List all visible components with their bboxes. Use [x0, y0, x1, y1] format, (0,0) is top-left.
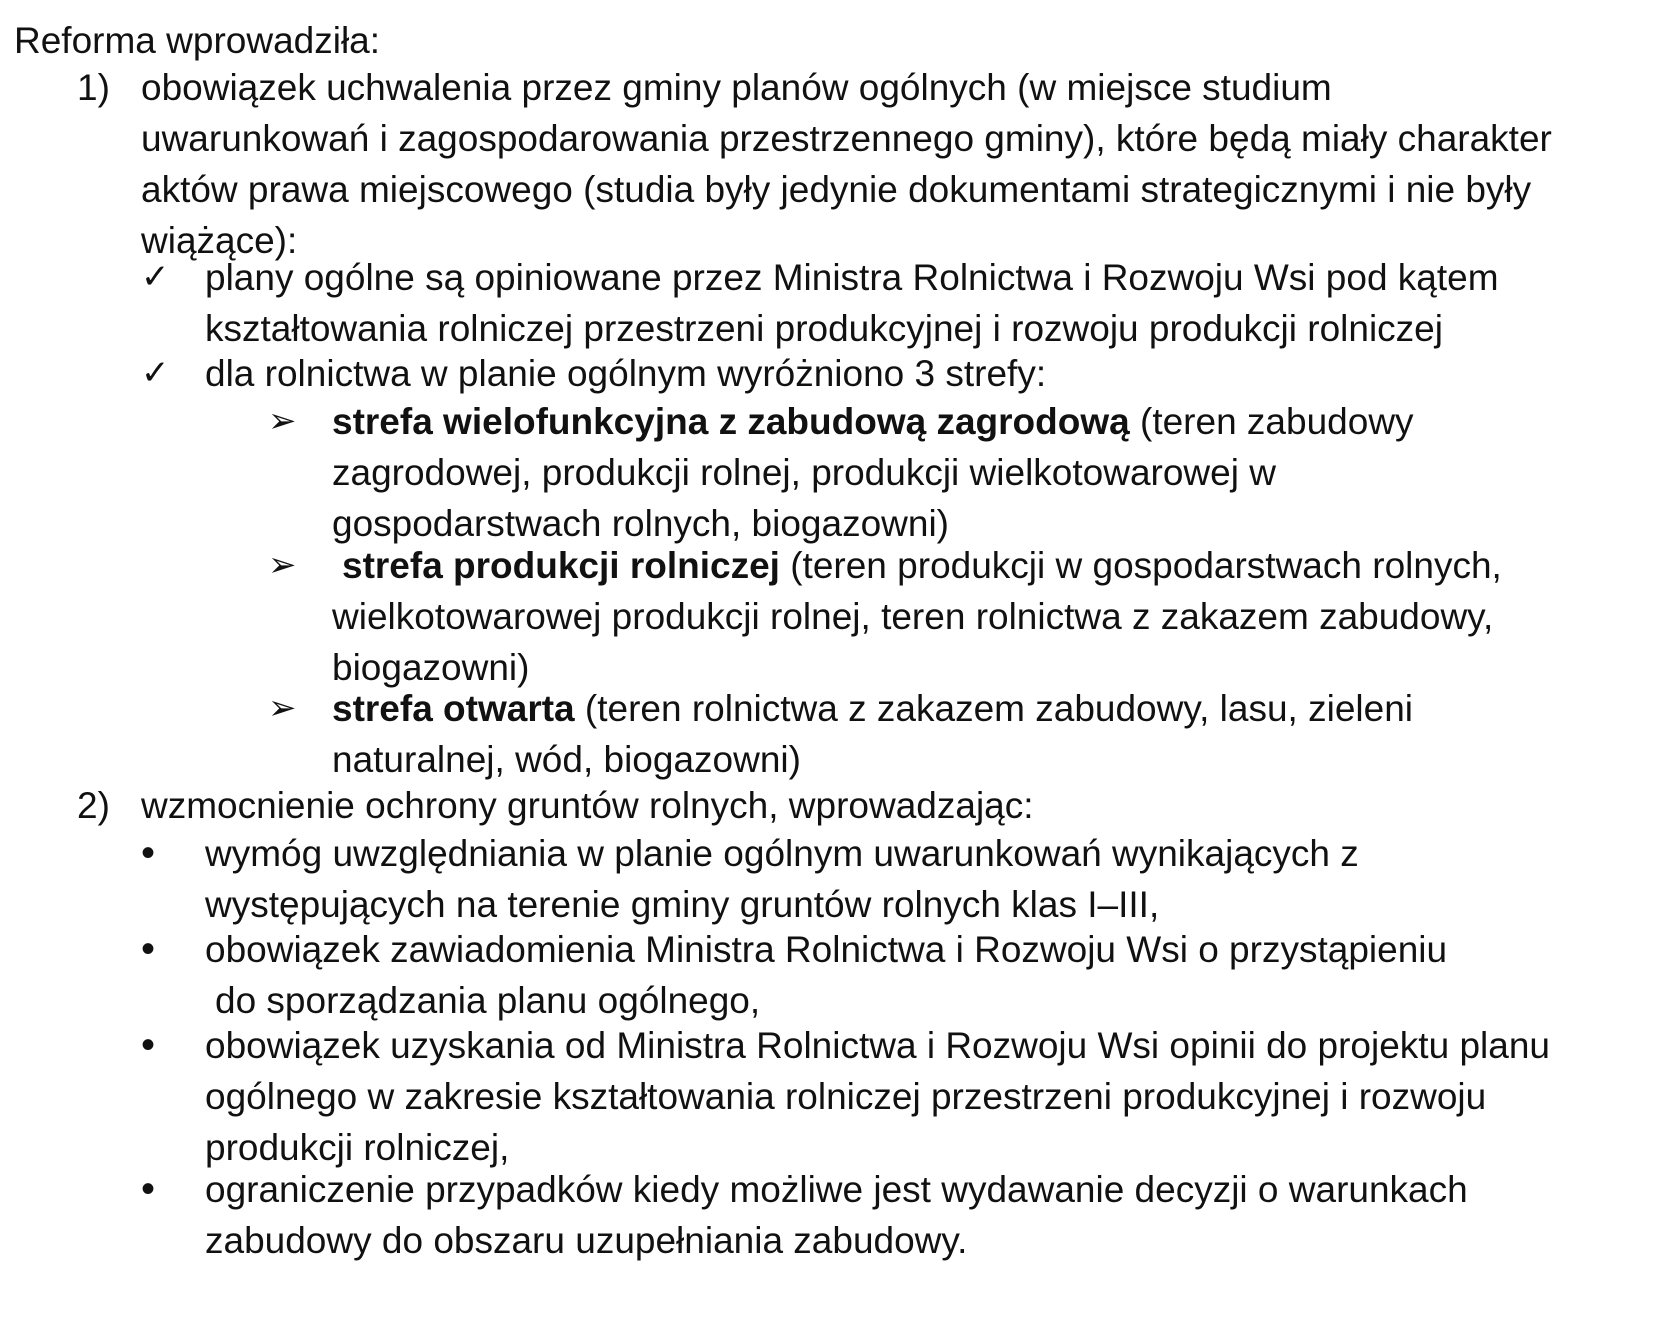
zone-name: strefa wielofunkcyjna z zabudową zagrodową	[332, 401, 1130, 442]
text-line: zabudowy do obszaru uzupełniania zabudowy.	[205, 1220, 968, 1261]
item-text	[141, 780, 1621, 831]
text-line: do sporządzania planu ogólnego,	[215, 980, 761, 1021]
text-line: dla rolnictwa w planie ogólnym wyróżniono 3 strefy:	[205, 353, 1047, 394]
arrow-bullet-icon: ➢	[268, 689, 297, 727]
text-line: wymóg uwzględniania w planie ogólnym uwarunkowań wynikających z	[205, 833, 1359, 874]
text-line	[332, 540, 1632, 591]
intro-heading: Reforma wprowadziła:	[14, 20, 381, 61]
zone-description: (teren rolnictwa z zakazem zabudowy, lasu, zieleni	[574, 688, 1413, 729]
text-line	[332, 683, 1632, 734]
text-line: plany ogólne są opiniowane przez Ministra Rolnictwa i Rozwoju Wsi pod kątem	[205, 257, 1499, 298]
text-line: aktów prawa miejscowego (studia były jedynie dokumentami strategicznymi i nie były	[141, 169, 1532, 210]
check-text	[205, 252, 1625, 354]
text-line: występujących na terenie gminy gruntów rolnych klas I–III,	[205, 884, 1160, 925]
zone-name: strefa otwarta	[332, 688, 575, 729]
bullet-dot-icon: •	[141, 927, 156, 971]
arrow-bullet-icon: ➢	[268, 402, 297, 440]
zone-text	[332, 396, 1632, 549]
bullet-dot-icon: •	[141, 1023, 156, 1067]
bullet-dot-icon: •	[141, 831, 156, 875]
zone-description: (teren produkcji w gospodarstwach rolnych,	[779, 545, 1502, 586]
arrow-bullet-icon: ➢	[268, 546, 297, 584]
text-line: obowiązek uzyskania od Ministra Rolnictwa i Rozwoju Wsi opinii do projektu planu	[205, 1025, 1550, 1066]
zone-description: (teren zabudowy	[1129, 401, 1414, 442]
zone-text	[332, 683, 1632, 785]
text-line: obowiązek zawiadomienia Ministra Rolnictwa i Rozwoju Wsi o przystąpieniu	[205, 929, 1448, 970]
zone-name: strefa produkcji rolniczej	[342, 545, 780, 586]
check-text	[205, 348, 1625, 399]
zone-text	[332, 540, 1632, 693]
text-line: wielkotowarowej produkcji rolnej, teren rolnictwa z zakazem zabudowy,	[332, 596, 1494, 637]
text-line: zagrodowej, produkcji rolnej, produkcji wielkotowarowej w	[332, 452, 1276, 493]
bullet-text	[205, 1164, 1635, 1266]
item-number: 2)	[77, 785, 110, 826]
item-text	[141, 62, 1621, 266]
text-line: gospodarstwach rolnych, biogazowni)	[332, 503, 950, 544]
bullet-text	[205, 924, 1635, 1026]
checkmark-icon: ✓	[141, 258, 170, 296]
bullet-text	[205, 828, 1635, 930]
text-line: kształtowania rolniczej przestrzeni produkcyjnej i rozwoju produkcji rolniczej	[205, 308, 1443, 349]
text-line: wzmocnienie ochrony gruntów rolnych, wprowadzając:	[141, 785, 1034, 826]
text-line: obowiązek uchwalenia przez gminy planów ogólnych (w miejsce studium	[141, 67, 1332, 108]
text-line: ograniczenie przypadków kiedy możliwe jest wydawanie decyzji o warunkach	[205, 1169, 1468, 1210]
bullet-dot-icon: •	[141, 1167, 156, 1211]
checkmark-icon: ✓	[141, 354, 170, 392]
text-line: uwarunkowań i zagospodarowania przestrzennego gminy), które będą miały charakter	[141, 118, 1552, 159]
text-line: produkcji rolniczej,	[205, 1127, 510, 1168]
text-line: ogólnego w zakresie kształtowania rolniczej przestrzeni produkcyjnej i rozwoju	[205, 1076, 1487, 1117]
text-line: biogazowni)	[332, 647, 530, 688]
item-number: 1)	[77, 67, 110, 108]
text-line	[332, 396, 1632, 447]
text-line: wiążące):	[141, 220, 298, 261]
text-line: naturalnej, wód, biogazowni)	[332, 739, 801, 780]
bullet-text	[205, 1020, 1635, 1173]
